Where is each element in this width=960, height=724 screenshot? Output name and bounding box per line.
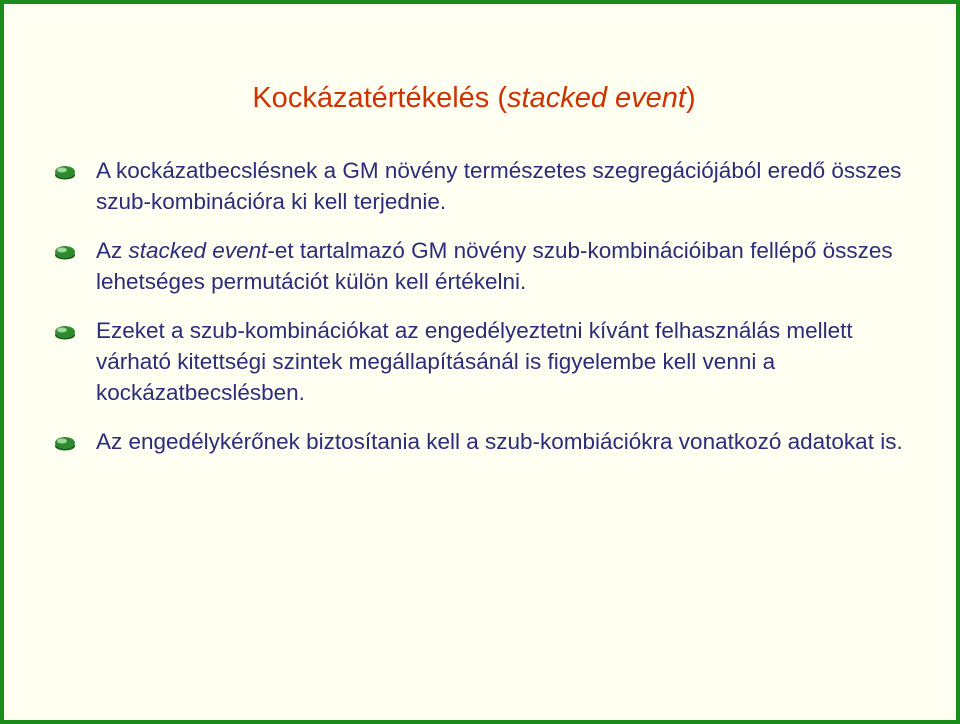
- bullet-text-2-italic: stacked event: [128, 238, 268, 263]
- bullet-text-2: [96, 238, 893, 294]
- bullet-list: [54, 155, 924, 457]
- bullet-item-4: [54, 426, 924, 457]
- bullet-item-1: [54, 155, 924, 217]
- bullet-text-4: Az engedélykérőnek biztosítania kell a szub-kombiációkra vonatkozó adatokat is.: [96, 429, 903, 454]
- green-gem-bullet-icon: [54, 244, 76, 260]
- green-gem-bullet-icon: [54, 164, 76, 180]
- bullet-item-2: [54, 235, 924, 297]
- bullet-text-2-prefix: Az: [96, 238, 129, 263]
- slide-title-main: Kockázatértékelés (: [252, 82, 508, 114]
- slide-title: [4, 78, 956, 118]
- slide-title-close: ): [685, 82, 696, 114]
- bullet-text-3: Ezeket a szub-kombinációkat az engedélyeztetni kívánt felhasználás mellett várható kitettségi szintek megállapításánál is figyelembe kell venni a kockázatbecslésben.: [96, 318, 853, 405]
- bullet-item-3: [54, 315, 924, 408]
- slide-title-italic: stacked event: [507, 82, 686, 114]
- bullet-text-1: A kockázatbecslésnek a GM növény természetes szegregációjából eredő összes szub-kombinációra ki kell terjednie.: [96, 158, 902, 214]
- green-gem-bullet-icon: [54, 435, 76, 451]
- green-gem-bullet-icon: [54, 324, 76, 340]
- bullet-text-2-suffix: -et tartalmazó GM növény szub-kombinációiban fellépő összes lehetséges permutációt külön kell értékelni.: [96, 238, 893, 294]
